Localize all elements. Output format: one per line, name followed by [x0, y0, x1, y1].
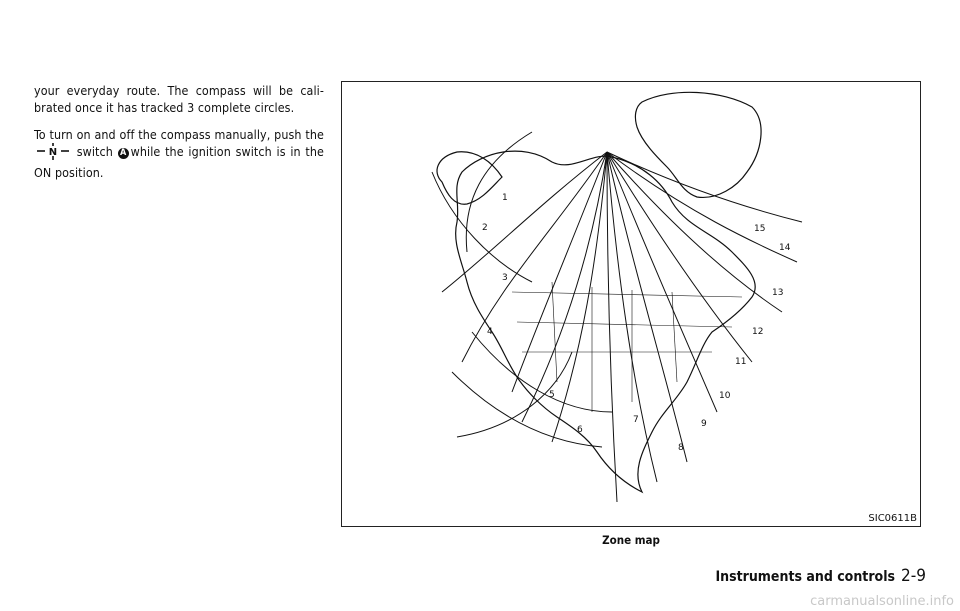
paragraph-text-a: To turn on and off the compass manually, push the — [34, 127, 324, 142]
page-number: 2-9 — [901, 566, 926, 586]
zone-label-8: 8 — [678, 443, 684, 453]
paragraph-calibration: your everyday route. The compass will be cali- brated once it has tracked 3 complete circles. — [34, 83, 324, 115]
callout-letter-a: A — [118, 148, 129, 159]
zone-label-14: 14 — [779, 243, 791, 253]
alaska-outline — [437, 152, 502, 204]
compass-switch-letter: N — [48, 147, 58, 158]
paragraph-manual-toggle — [34, 126, 324, 181]
zone-label-6: 6 — [577, 425, 583, 435]
zone-map-figure — [341, 81, 921, 527]
figure-caption: Zone map — [602, 533, 660, 547]
figure-code: SIC0611B — [868, 513, 917, 524]
zone-label-5: 5 — [549, 390, 555, 400]
compass-switch-icon — [36, 143, 70, 164]
paragraph-text-c: while the ignition switch is in the ON position. — [34, 144, 324, 180]
paragraph-text-b: switch — [76, 144, 113, 159]
body-text-column — [34, 82, 324, 191]
zone-label-10: 10 — [719, 391, 731, 401]
zone-map-drawing — [342, 82, 920, 526]
zone-labels — [482, 193, 791, 453]
zone-label-4: 4 — [487, 327, 493, 337]
greenland-outline — [635, 92, 761, 197]
zone-label-11: 11 — [735, 357, 747, 367]
page-footer — [715, 566, 926, 586]
zone-label-15: 15 — [754, 224, 766, 234]
zone-label-9: 9 — [701, 419, 707, 429]
zone-label-2: 2 — [482, 223, 488, 233]
watermark: carmanualsonline.info — [810, 594, 954, 609]
section-title: Instruments and controls — [715, 569, 896, 585]
zone-label-12: 12 — [752, 327, 764, 337]
zone-label-3: 3 — [502, 273, 508, 283]
continent-outline — [456, 151, 756, 492]
zone-lines — [442, 152, 802, 502]
zone-label-1: 1 — [502, 193, 508, 203]
zone-label-13: 13 — [772, 288, 784, 298]
zone-label-7: 7 — [633, 415, 639, 425]
